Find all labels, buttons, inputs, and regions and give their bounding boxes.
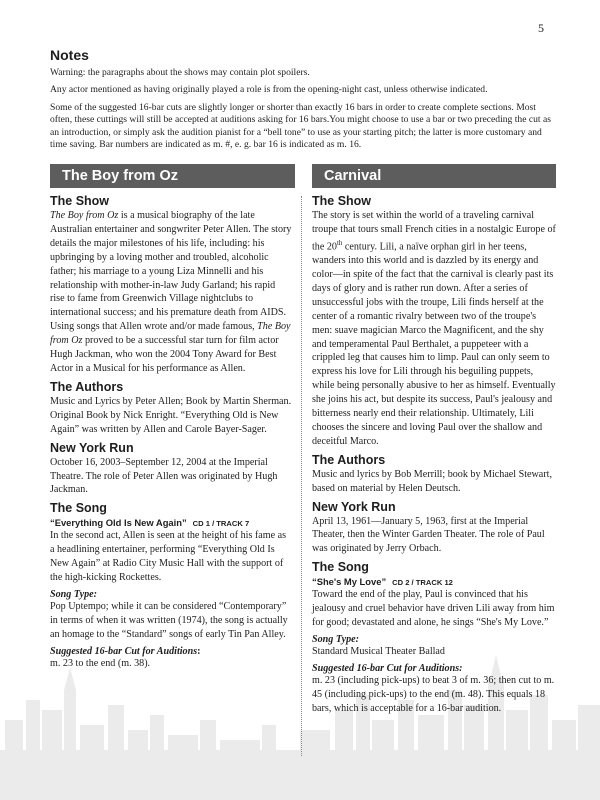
cut-text: m. 23 (including pick-ups) to beat 3 of m. 36; then cut to m. 45 (including pick-ups) to the end (m. 48). This equals 18 bars, which is acceptable for a 16-bar audition. xyxy=(312,674,555,714)
notes-section xyxy=(50,47,556,156)
cut-text: m. 23 to the end (m. 38). xyxy=(50,657,151,669)
notes-heading: Notes xyxy=(50,47,89,63)
song-heading: The Song xyxy=(50,501,107,516)
notes-cast-info: Any actor mentioned as having originally played a role is from the opening-night cast, unless otherwise indicated. xyxy=(50,84,488,96)
notes-cuts-info: Some of the suggested 16-bar cuts are slightly longer or shorter than exactly 16 bars in order to create complete sections. Most often, these cuttings will still be accepted at auditions asking for 16 bars.You might choose to use a bar or two preceding the cut as an introduction, or simply ask the audition pianist for a “bell tone” to use as your starting pitch; the latter is more customary and time saving. Bar numbers are indicated as m. #, e. g. bar 16 is indicated as m. 16. xyxy=(50,101,551,151)
column-carnival xyxy=(312,194,558,720)
authors-heading: The Authors xyxy=(50,379,124,394)
show-description: The Boy from Oz is a musical biography of the late Australian entertainer and songwriter Peter Allen. The story details the major milestones of his life, including: his upbringing by a loving mother and troubled, alcoholic father; his marriage to a young Liza Minnelli and his relationship with mother-in-law Judy Garland; his rapid rise to fame from Greenwich Village nightclubs to international success; and his premature death from AIDS. Using songs that Allen wrote and/or made famous, The Boy from Oz proved to be a successful star turn for film actor Hugh Jackman, who won the 2004 Tony Award for Best Actor in a Musical for his performance as Allen. xyxy=(50,210,292,374)
song-heading: The Song xyxy=(312,560,369,575)
authors-text: Music and Lyrics by Peter Allen; Book by Martin Sherman. Original Book by Nick Enright. “Everything Old is New Again” was written by Allen and Carole Bayer-Sager. xyxy=(50,395,292,435)
show-banner-boy-from-oz: The Boy from Oz xyxy=(50,164,295,188)
cut-label: Suggested 16-bar Cut for Auditions: xyxy=(50,645,201,657)
new-york-run-heading: New York Run xyxy=(312,499,396,514)
song-type-label: Song Type: xyxy=(312,634,360,646)
song-title: “Everything Old Is New Again” CD 1 / TRACK 7 xyxy=(50,517,250,529)
show-heading: The Show xyxy=(50,194,110,208)
show-description: The story is set within the world of a traveling carnival troupe that tours small French cities in a nostalgic Europe of the 20th century. Lili, a naïve orphan girl in her teens, wanders into this world and is dazzled by its energy and color—in spite of the fact that the carnival is clearly past its days of glory and is rather run down. After a series of unsuccessful jobs with the troupe, Lili finds herself at the center of a romantic rivalry between two of the troupe's men: suave magician Marco the Magnificent, and the shy and temperamental Paul Berthalet, a puppeteer with a crippled leg that causes him to limp. Paul can only seem to express his love for Lili through his beguiling puppets, while being personally abusive to her as himself. Eventually she joins his act, but despite its success, Paul's jealousy and bitterness nearly end their relationship. Ultimately, Lili chooses the sincere and loving Paul over the shallow and deceitful Marco. xyxy=(312,210,556,447)
show-title: The Boy from Oz xyxy=(50,321,291,347)
track-label: CD 2 / TRACK 12 xyxy=(392,578,453,588)
track-label: CD 1 / TRACK 7 xyxy=(192,519,250,529)
column-boy-from-oz xyxy=(50,194,292,675)
song-description: In the second act, Allen is seen at the height of his fame as a headlining entertainer, performing “Everything Old Is New Again” at Radio City Music Hall with the support of the high-kicking Rockettes. xyxy=(50,530,287,584)
new-york-run-text: October 16, 2003–September 12, 2004 at the Imperial Theatre. The role of Peter Allen was originated by Hugh Jackman. xyxy=(50,456,278,496)
song-type-text: Pop Uptempo; while it can be considered “Contemporary” in terms of when it was written (1974), the song is actually an homage to the “Standard” songs of early Tin Pan Alley. xyxy=(50,600,288,640)
show-title: The Boy from Oz xyxy=(50,210,119,221)
authors-heading: The Authors xyxy=(312,452,386,467)
song-type-text: Standard Musical Theater Ballad xyxy=(312,646,445,658)
cut-label: Suggested 16-bar Cut for Auditions: xyxy=(312,662,463,674)
notes-warning: Warning: the paragraphs about the shows may contain plot spoilers. xyxy=(50,67,310,78)
song-type-label: Song Type: xyxy=(50,588,98,600)
page-number: 5 xyxy=(538,21,544,35)
authors-text: Music and lyrics by Bob Merrill; book by Michael Stewart, based on material by Helen Deutsch. xyxy=(312,468,552,494)
song-title: “She's My Love” CD 2 / TRACK 12 xyxy=(312,576,453,588)
new-york-run-text: April 13, 1961—January 5, 1963, first at the Imperial Theater, then the Winter Garden Theater. The role of Paul was originated by Jerry Orbach. xyxy=(312,515,545,555)
show-heading: The Show xyxy=(312,194,372,208)
show-banner-carnival: Carnival xyxy=(312,164,556,188)
new-york-run-heading: New York Run xyxy=(50,440,134,455)
column-divider xyxy=(301,196,302,756)
song-description: Toward the end of the play, Paul is convinced that his jealousy and cruel behavior have driven Lili away from him for good; devastated and alone, he sings “She's My Love.” xyxy=(312,589,555,629)
